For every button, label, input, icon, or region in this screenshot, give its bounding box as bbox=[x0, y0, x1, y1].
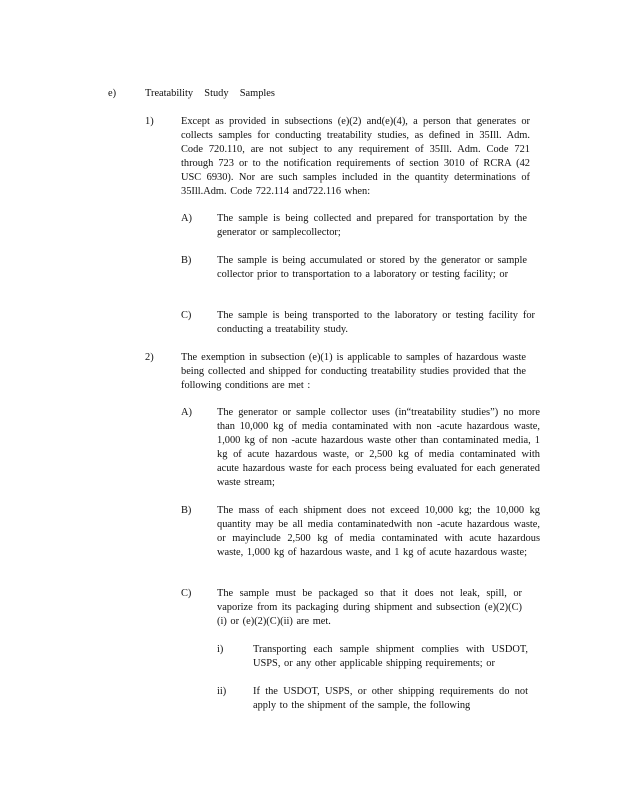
item-1-text: Except as provided in subsections (e)(2) and(e)(4), a person that generates or collects samples for conducting treatability studies, as defined in 35Ill. Adm. Code 720.110, are not subject to any requirement of 35Ill. Adm. Code 721 through 723 or to the notification requirements of section 3010 of RCRA (42 USC 6930). Nor are such samples included in the quantity determinations of 35Ill.Adm. Code 722.114 and722.116 when: bbox=[181, 116, 530, 197]
item-2-c-ii-text: If the USDOT, USPS, or other shipping requirements do not apply to the shipment of the sample, the following bbox=[253, 686, 528, 711]
section-title: Treatability Study Samples bbox=[145, 88, 275, 99]
item-2-c-ii-label: ii) bbox=[217, 686, 227, 697]
item-1-a-text: The sample is being collected and prepared for transportation by the generator or samplecollector; bbox=[217, 213, 527, 238]
item-2-c-i-text: Transporting each sample shipment complies with USDOT, USPS, or any other applicable shipping requirements; or bbox=[253, 644, 528, 669]
section-label: e) bbox=[108, 88, 117, 99]
item-1-c-label: C) bbox=[181, 310, 192, 321]
item-2-label: 2) bbox=[145, 352, 154, 363]
item-2-b-label: B) bbox=[181, 505, 192, 516]
item-2-c-label: C) bbox=[181, 588, 192, 599]
item-2-a-label: A) bbox=[181, 407, 192, 418]
item-2-c-i-label: i) bbox=[217, 644, 224, 655]
item-2-b-text: The mass of each shipment does not exceed 10,000 kg; the 10,000 kg quantity may be all media contaminatedwith non -acute hazardous waste, or mayinclude 2,500 kg of media contaminated with acute hazardous waste, 1,000 kg of hazardous waste, and 1 kg of acute hazardous waste; bbox=[217, 505, 540, 558]
item-2-c-text: The sample must be packaged so that it does not leak, spill, or vaporize from its packaging during shipment and subsection (e)(2)(C)(i) or (e)(2)(C)(ii) are met. bbox=[217, 588, 522, 627]
item-1-b-text: The sample is being accumulated or stored by the generator or sample collector prior to transportation to a laboratory or testing facility; or bbox=[217, 255, 527, 280]
item-1-label: 1) bbox=[145, 116, 154, 127]
item-2-a-text: The generator or sample collector uses (in“treatability studies”) no more than 10,000 kg of media contaminated with non -acute hazardous waste, 1,000 kg of non -acute hazardous waste other than contaminated media, 1 kg of acute hazardous waste, or 2,500 kg of media contaminated with acute hazardous waste for each process being evaluated for each generated waste stream; bbox=[217, 407, 540, 488]
item-1-a-label: A) bbox=[181, 213, 192, 224]
item-2-text: The exemption in subsection (e)(1) is applicable to samples of hazardous waste being collected and shipped for conducting treatability studies provided that the following conditions are met : bbox=[181, 352, 526, 391]
item-1-b-label: B) bbox=[181, 255, 192, 266]
item-1-c-text: The sample is being transported to the laboratory or testing facility for conducting a treatability study. bbox=[217, 310, 535, 335]
